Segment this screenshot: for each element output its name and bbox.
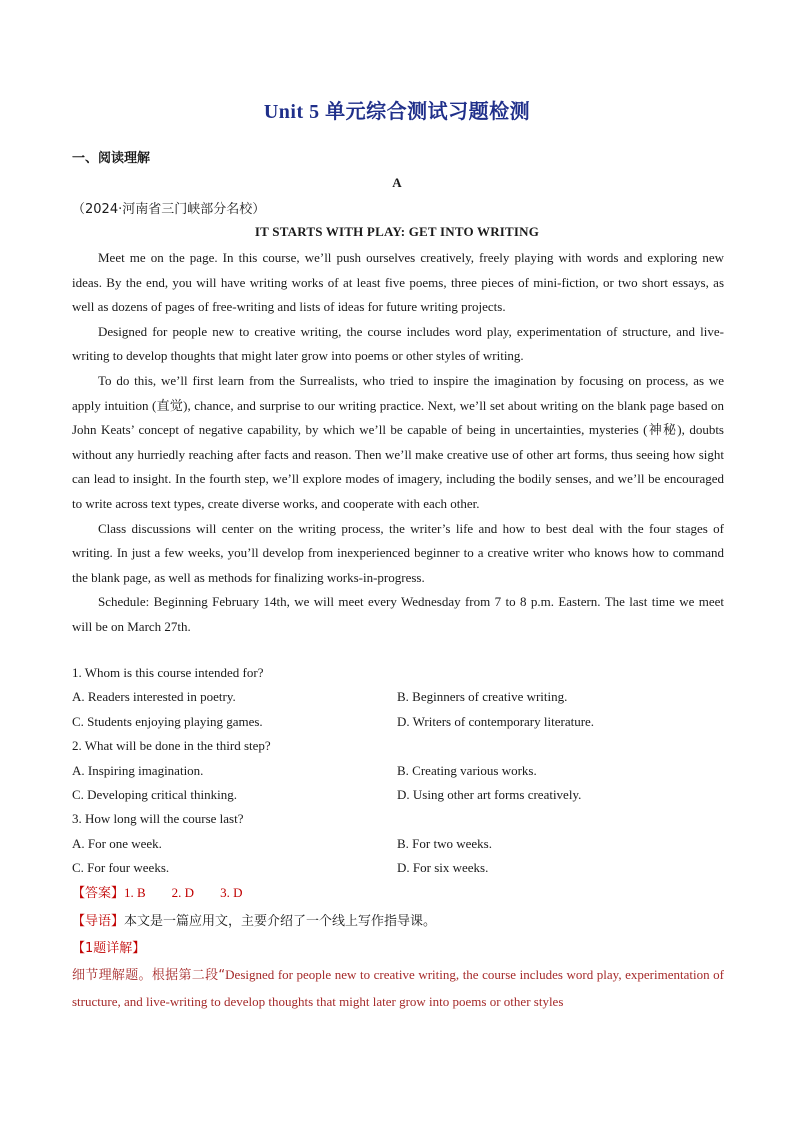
option-b: B. Creating various works.	[397, 762, 537, 778]
question-stem: 2. What will be done in the third step?	[72, 738, 271, 754]
answer-section	[72, 879, 724, 1015]
option-c: C. Developing critical thinking.	[72, 787, 237, 803]
option-a: A. For one week.	[72, 835, 162, 851]
option-a: A. Readers interested in poetry.	[72, 689, 236, 705]
answer-label: 【答案】	[72, 886, 125, 901]
paragraph: Class discussions will center on the writing process, the writer’s life and how to best deal with the four stages of writing. In just a few weeks, you’ll develop from inexperienced beginner to a creative writer who knows how to command the blank page, as well as methods for finalizing works-in-progress.	[72, 520, 724, 585]
question-1	[72, 661, 724, 734]
paragraph: To do this, we’ll first learn from the Surrealists, who tried to inspire the imagination by focusing on process, as we apply intuition (直觉), chance, and surprise to our writing practice. Next, we’ll set about writing on the blank page based on John Keats’ concept of negative capability, by which we’ll be capable of being in uncertainties, mysteries (神秘), doubts without any hurriedly reaching after facts and reason. Then we’ll make creative use of other art forms, thus seeing how sight can lead to insight. In the fourth step, we’ll explore modes of imagery, including the bodily senses, and we’ll be encouraged to write across text types, create diverse works, and cooperate with each other.	[72, 372, 724, 511]
passage-letter: A	[392, 175, 402, 190]
passage-body	[72, 246, 724, 640]
answer-values: 1. B 2. D 3. D	[124, 885, 243, 900]
option-c: C. Students enjoying playing games.	[72, 713, 263, 729]
paragraph: Designed for people new to creative writing, the course includes word play, experimentation of structure, and live-writing to develop thoughts that might later grow into poems or other styles of writing.	[72, 323, 724, 364]
question-stem: 3. How long will the course last?	[72, 811, 244, 827]
guide-label: 【导语】	[72, 914, 125, 929]
option-a: A. Inspiring imagination.	[72, 762, 204, 778]
detail-text	[72, 962, 724, 1015]
question-2	[72, 734, 724, 807]
page-title: Unit 5 单元综合测试习题检测	[263, 101, 531, 123]
paragraph: Meet me on the page. In this course, we’ll push ourselves creatively, freely playing with words and exploring new ideas. By the end, you will have writing works of at least five poems, three pieces of mini-fiction, or two short essays, as well as dozens of pages of free-writing and lists of ideas for future writing projects.	[72, 250, 724, 315]
detail-prefix: 细节理解题。根据第二段“	[72, 968, 226, 983]
question-stem: 1. Whom is this course intended for?	[72, 665, 264, 680]
detail-quote: Designed for people new to creative writing, the course includes word play, experimentation of structure, and live-writing to develop thoughts that might later grow into poems or other styles	[72, 967, 724, 1009]
option-d: D. Using other art forms creatively.	[397, 787, 582, 803]
option-c: C. For four weeks.	[72, 860, 170, 876]
section-heading: 一、阅读理解	[72, 151, 151, 166]
detail-label: 【1题详解】	[72, 941, 146, 956]
answer-line	[72, 879, 724, 907]
passage-source: （2024·河南省三门峡部分名校）	[72, 202, 266, 217]
option-b: B. Beginners of creative writing.	[397, 689, 568, 705]
question-list	[72, 661, 724, 881]
option-d: D. For six weeks.	[397, 860, 489, 876]
guide-line	[72, 907, 724, 935]
question-3	[72, 807, 724, 880]
guide-text: 本文是一篇应用文，主要介绍了一个线上写作指导课。	[124, 914, 437, 929]
paragraph: Schedule: Beginning February 14th, we will meet every Wednesday from 7 to 8 p.m. Eastern. The last time we meet will be on March 27th.	[72, 594, 724, 634]
option-d: D. Writers of contemporary literature.	[397, 713, 595, 729]
option-b: B. For two weeks.	[397, 835, 492, 851]
article-title: IT STARTS WITH PLAY: GET INTO WRITING	[254, 224, 540, 239]
